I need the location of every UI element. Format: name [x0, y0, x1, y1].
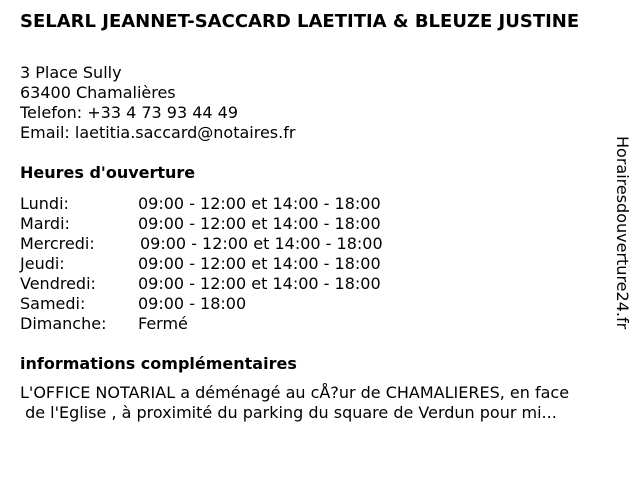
day-hours: Fermé: [138, 314, 188, 333]
additional-info-text: [20, 383, 620, 423]
email-address: Email: laetitia.saccard@notaires.fr: [20, 123, 296, 142]
day-hours: 09:00 - 12:00 et 14:00 - 18:00: [138, 194, 381, 213]
day-label: Samedi:: [20, 294, 86, 313]
phone-number: Telefon: +33 4 73 93 44 49: [20, 103, 239, 122]
day-hours: 09:00 - 12:00 et 14:00 - 18:00: [138, 254, 381, 273]
city-postcode: 63400 Chamalières: [20, 83, 176, 102]
business-name: SELARL JEANNET-SACCARD LAETITIA & BLEUZE JUSTINE: [20, 11, 580, 32]
day-hours: 09:00 - 12:00 et 14:00 - 18:00: [138, 274, 381, 293]
day-hours: 09:00 - 18:00: [138, 294, 247, 313]
info-line: de l'Eglise , à proximité du parking du square de Verdun pour mi...: [20, 403, 557, 422]
day-hours: 09:00 - 12:00 et 14:00 - 18:00: [140, 234, 383, 253]
day-hours: 09:00 - 12:00 et 14:00 - 18:00: [138, 214, 381, 233]
day-label: Lundi:: [20, 194, 69, 213]
day-label: Jeudi:: [20, 254, 65, 273]
day-label: Mardi:: [20, 214, 70, 233]
day-label: Vendredi:: [20, 274, 96, 293]
contact-info: [20, 63, 295, 143]
day-label: Mercredi:: [20, 234, 95, 253]
site-watermark: Horairesdouverture24.fr: [613, 136, 632, 330]
opening-hours-heading: Heures d'ouverture: [20, 163, 196, 182]
additional-info-heading: informations complémentaires: [20, 354, 297, 373]
day-label: Dimanche:: [20, 314, 107, 333]
info-line: L'OFFICE NOTARIAL a déménagé au cÅ?ur de CHAMALIERES, en face: [20, 383, 570, 402]
street-address: 3 Place Sully: [20, 63, 122, 82]
